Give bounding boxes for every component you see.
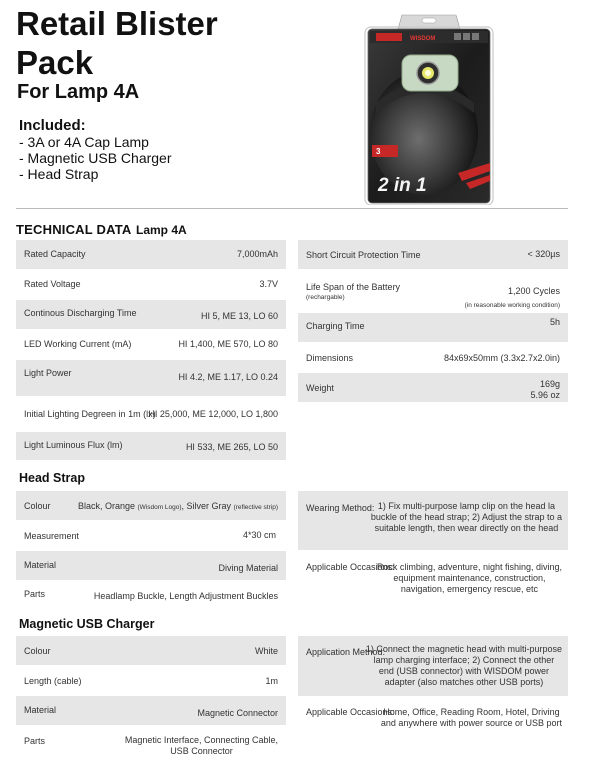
spec-label: Parts — [24, 736, 46, 746]
strap-row-colour — [16, 491, 286, 520]
strap-row-parts — [16, 581, 286, 610]
spec-row-rated-voltage — [16, 270, 286, 299]
spec-value: < 320µs — [527, 249, 560, 259]
spec-row-led-current — [16, 330, 286, 359]
spec-label: Initial Lighting Degreen in 1m (lx) — [24, 409, 156, 419]
spec-row-luminous-flux — [16, 432, 286, 460]
spec-value: Rock climbing, adventure, night fishing, diving, equipment maintenance, construction, navigation, emergency rescue, etc — [376, 562, 562, 594]
charger-row-colour — [16, 636, 286, 665]
spec-label: Material — [24, 705, 57, 715]
badge-text: 2 in 1 — [378, 175, 427, 196]
spec-value: Headlamp Buckle, Length Adjustment Buckles — [93, 591, 278, 601]
spec-label: Parts — [24, 589, 46, 599]
header-divider — [16, 208, 568, 209]
spec-row-short-circuit — [298, 240, 568, 269]
spec-value: Black, Orange (Wisdom Logo), Silver Gray (reflective strip) — [77, 501, 278, 511]
spec-value-note: (in reasonable working condition) — [464, 302, 560, 309]
spec-value: Diving Material — [218, 563, 278, 573]
spec-value: HI 25,000, ME 12,000, LO 1,800 — [148, 409, 278, 419]
included-heading: Included: — [19, 117, 86, 134]
technical-data-subtitle: Lamp 4A — [136, 223, 187, 237]
spec-value: 1) Fix multi-purpose lamp clip on the head la buckle of the head strap; 2) Adjust the strap to a suitable length, then wear directly on the head — [370, 501, 562, 533]
spec-value: 3.7V — [259, 279, 278, 289]
spec-row-battery-life — [298, 272, 568, 312]
spec-label: Short Circuit Protection Time — [306, 250, 421, 260]
charger-row-parts — [16, 728, 286, 762]
charger-row-length — [16, 666, 286, 695]
spec-label-note: (rechargable) — [306, 294, 345, 301]
spec-label: Weight — [306, 383, 334, 393]
spec-value: 4*30 cm — [242, 530, 276, 540]
technical-data-title: TECHNICAL DATA — [16, 222, 132, 237]
strap-row-measurement — [16, 521, 286, 550]
charger-row-material — [16, 696, 286, 725]
spec-value: 1) Connect the magnetic head with multi-purpose lamp charging interface; 2) Connect the other end (USB connector) with WISDOM power adapter (also matches other USB ports) — [365, 644, 562, 687]
page-subtitle: For Lamp 4A — [17, 81, 140, 103]
spec-value: HI 4.2, ME 1.17, LO 0.24 — [178, 372, 278, 382]
included-item: - 3A or 4A Cap Lamp — [19, 134, 149, 150]
spec-label: Colour — [24, 646, 51, 656]
spec-label: Charging Time — [306, 321, 365, 331]
spec-label: Rated Capacity — [24, 249, 86, 259]
spec-label: Material — [24, 560, 57, 570]
spec-label: Rated Voltage — [24, 279, 81, 289]
spec-row-light-power — [16, 360, 286, 396]
spec-value: White — [254, 646, 278, 656]
charger-row-application-method — [298, 636, 568, 696]
spec-label: Measurement — [24, 531, 80, 541]
included-list — [19, 118, 172, 182]
spec-value: 1m — [265, 676, 278, 686]
page-title — [16, 6, 218, 81]
spec-label: Light Luminous Flux (lm) — [24, 440, 123, 450]
blister-pack-image — [362, 13, 496, 205]
spec-label: Application Method: — [306, 647, 386, 657]
spec-label: Life Span of the Battery — [306, 282, 401, 292]
spec-value: Home, Office, Reading Room, Hotel, Driving and anywhere with power source or USB port — [380, 707, 562, 728]
spec-value: HI 533, ME 265, LO 50 — [185, 442, 278, 452]
charger-row-occasions — [298, 700, 568, 736]
strap-row-wearing-method — [298, 491, 568, 550]
badge-number: 3 — [376, 147, 381, 156]
spec-value: HI 5, ME 13, LO 60 — [200, 311, 278, 321]
spec-value-secondary: 5.96 oz — [530, 390, 560, 400]
title-line-1: Retail Blister — [16, 5, 218, 42]
spec-label: Light Power — [24, 368, 72, 378]
spec-row-lighting-degree — [16, 398, 286, 430]
included-item: - Head Strap — [19, 166, 99, 182]
spec-value: 169g — [539, 379, 560, 389]
spec-label: Colour — [24, 501, 51, 511]
spec-value: Magnetic Interface, Connecting Cable, USB Connector — [124, 735, 278, 756]
spec-label: Wearing Method: — [306, 503, 375, 513]
spec-row-charging-time — [298, 313, 568, 342]
spec-label: Continous Discharging Time — [24, 308, 137, 318]
strap-row-occasions — [298, 555, 568, 601]
spec-row-dimensions — [298, 343, 568, 372]
spec-value: 84x69x50mm (3.3x2.7x2.0in) — [443, 353, 560, 363]
spec-row-rated-capacity — [16, 240, 286, 269]
spec-label: Applicable Occasions: — [306, 707, 395, 717]
spec-label: Dimensions — [306, 353, 354, 363]
spec-value: HI 1,400, ME 570, LO 80 — [178, 339, 278, 349]
head-strap-title: Head Strap — [19, 471, 85, 485]
brand-logo: WISDOM — [410, 36, 436, 42]
spec-value: 1,200 Cycles — [507, 286, 560, 296]
spec-label: LED Working Current (mA) — [24, 339, 132, 349]
spec-value: Magnetic Connector — [197, 708, 278, 718]
spec-row-discharging-time — [16, 300, 286, 329]
spec-value: 5h — [549, 317, 560, 327]
spec-value: 7,000mAh — [236, 249, 278, 259]
spec-row-weight — [298, 373, 568, 402]
charger-title: Magnetic USB Charger — [19, 617, 155, 631]
spec-label: Applicable Occasions: — [306, 562, 395, 572]
included-item: - Magnetic USB Charger — [19, 150, 172, 166]
spec-label: Length (cable) — [24, 676, 82, 686]
title-line-2: Pack — [16, 44, 94, 81]
strap-row-material — [16, 551, 286, 580]
